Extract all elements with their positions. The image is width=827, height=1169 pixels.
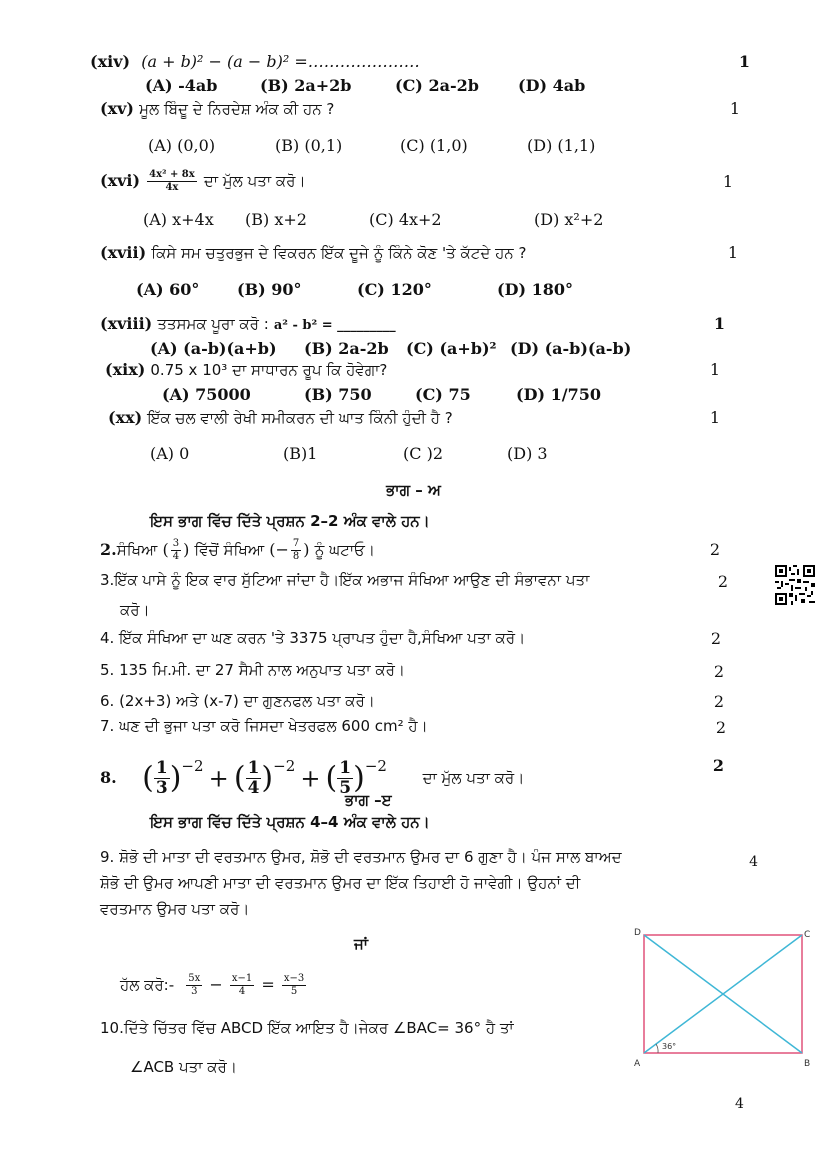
option-b: (B)1	[283, 444, 318, 463]
option-a: (A) x+4x	[143, 210, 214, 229]
option-b: (B) 90°	[237, 280, 302, 299]
section-b-title: ਭਾਗ – ਅ	[386, 481, 441, 499]
question-text: (a + b)² − (a − b)² =…………………	[141, 52, 420, 71]
question-9: 9. ਸ਼ੋਭੋ ਦੀ ਮਾਤਾ ਦੀ ਵਰਤਮਾਨ ਉਮਰ, ਸ਼ੋਭੋ ਦੀ ਵਰਤਮਾਨ ਉਮਰ ਦਾ 6 ਗੁਣਾ ਹੈ। ਪੰਜ ਸਾਲ ਬਾਅਦ	[100, 848, 622, 866]
question-10: 10.ਦਿੱਤੇ ਚਿੱਤਰ ਵਿੱਚ ABCD ਇੱਕ ਆਇਤ ਹੈ।ਜੇਕਰ ∠BAC= 36° ਹੈ ਤਾਂ	[100, 1019, 514, 1037]
question-text: 0.75 x 10³ ਦਾ ਸਾਧਾਰਨ ਰੂਪ ਕਿ ਹੋਵੇਗਾ?	[150, 361, 388, 379]
marks: 2	[713, 692, 724, 711]
question-3: 3.ਇੱਕ ਪਾਸੇ ਨੂੰ ਇਕ ਵਾਰ ਸੁੱਟਿਆ ਜਾਂਦਾ ਹੈ।ਇੱਕ ਅਭਾਜ ਸੰਖਿਆ ਆਉਣ ਦੀ ਸੰਭਾਵਨਾ ਪਤਾ	[100, 571, 590, 589]
question-7: 7. ਘਣ ਦੀ ਭੁਜਾ ਪਤਾ ਕਰੋ ਜਿਸਦਾ ਖੇਤਰਫਲ 600 cm² ਹੈ।	[100, 717, 428, 735]
option-d: (D) 1/750	[516, 385, 601, 404]
option-c: (C) 2a-2b	[395, 76, 479, 95]
qr-code-icon	[775, 565, 815, 605]
vertex-b: B	[804, 1059, 811, 1069]
option-a: (A) 0	[150, 444, 190, 463]
question-text: ਇੱਕ ਚਲ ਵਾਲੀ ਰੇਖੀ ਸਮੀਕਰਨ ਦੀ ਘਾਤ ਕਿੰਨੀ ਹੁੰਦੀ ਹੈ ?	[147, 409, 453, 427]
option-c: (C) 120°	[357, 280, 432, 299]
section-c-title: ਭਾਗ –ੲ	[345, 791, 392, 809]
page-number: 4	[735, 1096, 744, 1112]
marks: 2	[717, 572, 728, 591]
option-a: (A) (0,0)	[148, 136, 216, 155]
marks: 2	[709, 540, 720, 559]
marks: 1	[709, 360, 720, 379]
question-math: a² - b² = _________	[273, 318, 396, 333]
option-b: (B) 2a-2b	[304, 339, 389, 358]
question-xx: (xx) ਇੱਕ ਚਲ ਵਾਲੀ ਰੇਖੀ ਸਮੀਕਰਨ ਦੀ ਘਾਤ ਕਿੰਨੀ ਹੁੰਦੀ ਹੈ ?	[108, 408, 453, 427]
option-c: (C) (1,0)	[400, 136, 468, 155]
vertex-d: D	[634, 928, 641, 938]
question-xv: (xv) ਮੂਲ ਬਿੰਦੂ ਦੇ ਨਿਰਦੇਸ਼ ਅੰਕ ਕੀ ਹਨ ?	[100, 99, 335, 118]
marks: 2	[710, 629, 721, 648]
option-d: (D) (1,1)	[527, 136, 596, 155]
question-2: 2.ਸੰਖਿਆ ( $\frac{3}{4}$ ) ਵਿੱਚੋਂ ਸੰਖਿਆ (− $\frac{7}{8}$ ) ਨੂੰ ਘਟਾਓ।	[100, 538, 376, 562]
marks: 1	[709, 408, 720, 427]
option-c: (C) 4x+2	[369, 210, 442, 229]
question-text: ਮੂਲ ਬਿੰਦੂ ਦੇ ਨਿਰਦੇਸ਼ ਅੰਕ ਕੀ ਹਨ ?	[139, 100, 335, 118]
marks: 2	[712, 756, 724, 775]
option-a: (A) 75000	[162, 385, 251, 404]
rectangle-figure	[628, 925, 818, 1070]
question-xvii: (xvii) ਕਿਸੇ ਸਮ ਚਤੁਰਭੁਜ ਦੇ ਵਿਕਰਨ ਇੱਕ ਦੂਜੇ ਨੂੰ ਕਿੰਨੇ ਕੋਣ 'ਤੇ ਕੱਟਦੇ ਹਨ ?	[100, 243, 527, 262]
option-d: (D) 180°	[497, 280, 573, 299]
option-b: (B) x+2	[245, 210, 307, 229]
option-c: (C )2	[403, 444, 443, 463]
marks: 1	[729, 99, 740, 118]
question-5: 5. 135 ਮਿ.ਮੀ. ਦਾ 27 ਸੈਮੀ ਨਾਲ ਅਨੁਪਾਤ ਪਤਾ ਕਰੋ।	[100, 661, 406, 679]
question-9-cont2: ਵਰਤਮਾਨ ਉਮਰ ਪਤਾ ਕਰੋ।	[100, 900, 250, 918]
option-a: (A) -4ab	[145, 76, 218, 95]
question-10-cont: ∠ACB ਪਤਾ ਕਰੋ।	[130, 1058, 237, 1076]
marks: 4	[749, 854, 758, 870]
question-text: ਦਾ ਮੁੱਲ ਪਤਾ ਕਰੋ।	[203, 172, 306, 190]
option-c: (C) (a+b)²	[406, 339, 497, 358]
question-6: 6. (2x+3) ਅਤੇ (x-7) ਦਾ ਗੁਣਨਫਲ ਪਤਾ ਕਰੋ।	[100, 692, 375, 710]
question-text: ਤਤਸਮਕ ਪੂਰਾ ਕਰੋ :	[157, 315, 269, 333]
option-d: (D) x²+2	[534, 210, 604, 229]
option-b: (B) (0,1)	[275, 136, 343, 155]
solve-equation: ਹੱਲ ਕਰੋ:- $\frac{5x}{3}$ − $\frac{x-1}{4}$ = $\frac{x-3}{5}$	[120, 973, 305, 997]
marks: 1	[722, 172, 733, 191]
question-xvi: (xvi) $\frac{\text{4x² + 8x}}{4x}$ ਦਾ ਮੁੱਲ ਪਤਾ ਕਰੋ।	[100, 169, 306, 193]
question-8: 8. ( $\frac{1}{3}$ )$^{-2}$ + ( $\frac{1}{4}$ )$^{-2}$ + ( $\frac{1}{5}$ )$^{-2}$ ਦਾ ਮੁੱਲ ਪਤਾ ਕਰੋ।	[100, 757, 525, 798]
question-xviii: (xviii) ਤਤਸਮਕ ਪੂਰਾ ਕਰੋ : a² - b² = _________	[100, 314, 396, 333]
option-a: (A) (a-b)(a+b)	[150, 339, 277, 358]
question-3-cont: ਕਰੋ।	[120, 601, 150, 619]
option-a: (A) 60°	[136, 280, 200, 299]
option-b: (B) 2a+2b	[260, 76, 352, 95]
angle-label: 36°	[662, 1042, 677, 1051]
marks: 1	[727, 243, 738, 262]
question-number: (xiv)	[90, 52, 131, 71]
marks: 1	[738, 52, 750, 71]
marks: 2	[715, 718, 726, 737]
or-label: ਜਾਂ	[354, 935, 369, 953]
option-b: (B) 750	[304, 385, 372, 404]
question-4: 4. ਇੱਕ ਸੰਖਿਆ ਦਾ ਘਣ ਕਰਨ 'ਤੇ 3375 ਪ੍ਰਾਪਤ ਹੁੰਦਾ ਹੈ,ਸੰਖਿਆ ਪਤਾ ਕਰੋ।	[100, 629, 526, 647]
fraction: $\frac{\text{4x² + 8x}}{4x}$	[149, 169, 195, 193]
question-text: ਕਿਸੇ ਸਮ ਚਤੁਰਭੁਜ ਦੇ ਵਿਕਰਨ ਇੱਕ ਦੂਜੇ ਨੂੰ ਕਿੰਨੇ ਕੋਣ 'ਤੇ ਕੱਟਦੇ ਹਨ ?	[151, 244, 527, 262]
option-c: (C) 75	[415, 385, 471, 404]
section-c-subtitle: ਇਸ ਭਾਗ ਵਿੱਚ ਦਿੱਤੇ ਪ੍ਰਸ਼ਨ 4–4 ਅੰਕ ਵਾਲੇ ਹਨ।	[150, 813, 430, 831]
vertex-a: A	[634, 1059, 641, 1069]
vertex-c: C	[804, 930, 811, 940]
question-xix: (xix) 0.75 x 10³ ਦਾ ਸਾਧਾਰਨ ਰੂਪ ਕਿ ਹੋਵੇਗਾ?	[105, 360, 388, 379]
question-9-cont: ਸ਼ੋਭੋ ਦੀ ਉਮਰ ਆਪਣੀ ਮਾਤਾ ਦੀ ਵਰਤਮਾਨ ਉਮਰ ਦਾ ਇੱਕ ਤਿਹਾਈ ਹੋ ਜਾਵੇਗੀ। ਉਹਨਾਂ ਦੀ	[100, 874, 581, 892]
option-d: (D) 3	[507, 444, 548, 463]
option-d: (D) (a-b)(a-b)	[510, 339, 632, 358]
marks: 1	[713, 314, 725, 333]
question-xiv	[90, 52, 420, 72]
marks: 2	[713, 662, 724, 681]
option-d: (D) 4ab	[518, 76, 586, 95]
section-b-subtitle: ਇਸ ਭਾਗ ਵਿੱਚ ਦਿੱਤੇ ਪ੍ਰਸ਼ਨ 2–2 ਅੰਕ ਵਾਲੇ ਹਨ।	[150, 512, 430, 530]
